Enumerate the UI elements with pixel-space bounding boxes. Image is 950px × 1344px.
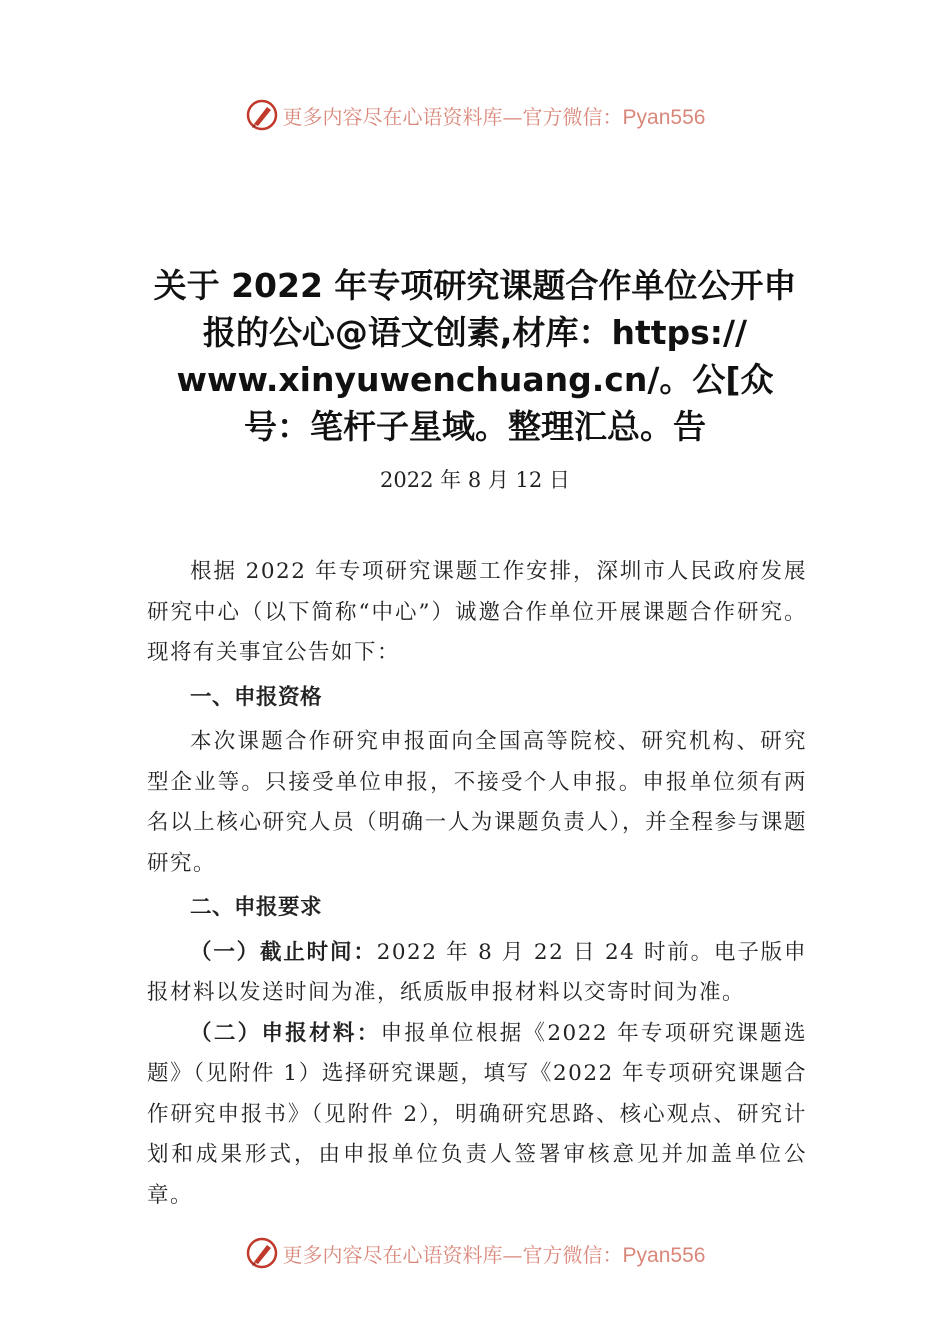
title-line: 报的公心@语文创素,材库：https://	[202, 313, 748, 352]
materials-paragraph	[147, 1014, 807, 1217]
footer-banner-text	[283, 1239, 706, 1268]
pen-logo-icon	[245, 1236, 279, 1270]
eligibility-paragraph: 本次课题合作研究申报面向全国高等院校、研究机构、研究型企业等。只接受单位申报，不接受个人申报。申报单位须有两名以上核心研究人员（明确一人为课题负责人），并全程参与课题研究。	[147, 729, 807, 876]
document-title	[140, 262, 810, 450]
header-banner-text	[283, 101, 706, 130]
materials-label: （二）申报材料：	[190, 1020, 381, 1046]
footer-banner	[0, 1233, 950, 1273]
document-date: 2022 年 8 月 12 日	[380, 468, 570, 492]
footer-banner-label: 更多内容尽在心语资料库—官方微信：	[282, 1242, 623, 1267]
title-line: www.xinyuwenchuang.cn/。公[众	[176, 360, 774, 399]
deadline-paragraph	[147, 933, 807, 1014]
header-banner-label: 更多内容尽在心语资料库—官方微信：	[282, 104, 623, 129]
intro-paragraph: 根据 2022 年专项研究课题工作安排，深圳市人民政府发展研究中心（以下简称“中心”）诚邀合作单位开展课题合作研究。现将有关事宜公告如下：	[147, 559, 807, 665]
document-body	[147, 552, 807, 1216]
materials-text: 申报单位根据《2022 年专项研究课题选题》（见附件 1）选择研究课题，填写《2022 年专项研究课题合作研究申报书》（见附件 2），明确研究思路、核心观点、研究计划和成果形式，由申报单位负责人签署审核意见并加盖单位公章。	[147, 1020, 807, 1208]
deadline-text: 2022 年 8 月 22 日 24 时前。电子版申报材料以发送时间为准，纸质版申报材料以交寄时间为准。	[147, 939, 807, 1005]
title-line: 号：笔杆子星域。整理汇总。告	[244, 407, 706, 446]
header-wechat-id: Pyan556	[622, 105, 706, 129]
deadline-label: （一）截止时间：	[190, 939, 377, 965]
section-heading-requirements: 二、申报要求	[190, 895, 323, 920]
pen-logo-icon	[245, 98, 279, 132]
title-line: 关于 2022 年专项研究课题合作单位公开申	[153, 266, 797, 305]
section-heading-eligibility: 一、申报资格	[190, 684, 323, 710]
header-banner	[0, 95, 950, 135]
footer-wechat-id: Pyan556	[622, 1243, 706, 1267]
